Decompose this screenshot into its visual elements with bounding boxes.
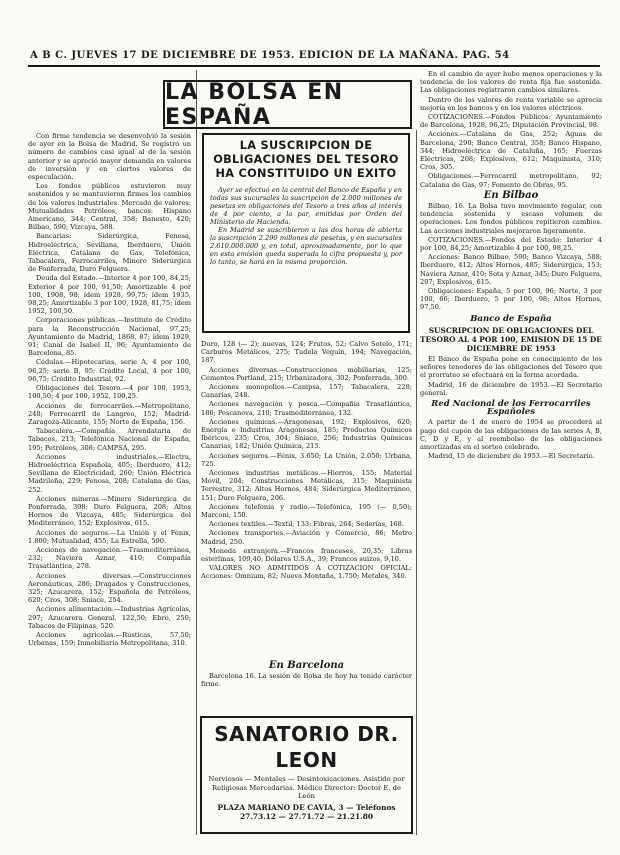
paragraph: Acciones alimentación.—Industrias Agrícolas, 297; Azucarera General, 122,50; Ebro, 250; Tabacos de Filipinas, 520. [28, 605, 191, 630]
paragraph: A partir de 1 de enero de 1954 se procederá al pago del cupón de las obligaciones de las series A, B, C, D y E, y al reembolso de las obligaciones amortizadas en el sorteo celebrado. [420, 418, 602, 451]
section-title: LA BOLSA EN ESPAÑA [165, 79, 344, 130]
paragraph: Acciones diversas.—Construcciones Aeronáuticas, 286; Dragados y Construcciones, 325; Azucarera, 152; Española de Petróleos, 620; Cros, 308; Sniace, 254. [28, 571, 191, 605]
paragraph: Acciones de navegación.—Trasmediterránea, 232; Naviera Aznar, 410; Compañía Trasatlántica, 278. [28, 545, 191, 571]
paragraph: Acciones diversas.—Construcciones mobiliarias, 125; Cementos Portland, 215; Urbanizadora, 302; Ponferrada, 300. [201, 365, 412, 382]
paragraph: Ayer se efectuó en la central del Banco de España y en todas sus sucursales la suscripción de 2.000 millones de pesetas en obligaciones del Tesoro a tres años al interés de 4 por ciento, a la par, emitidas por Orden del Ministerio de Hacienda. [210, 186, 402, 226]
paragraph: Corporaciones públicas.—Instituto de Crédito para la Reconstrucción Nacional, 97,25; Ayuntamiento de Madrid, 1868, 87; ídem 1929, 91; Canal de Isabel II, 96; Ayuntamiento de Barcelona, 85. [28, 316, 191, 358]
section-heading: En Bilbao [483, 189, 539, 201]
paragraph: Acciones transportes.—Aviación y Comercio, 86; Metro Madrid, 250. [201, 529, 412, 546]
column-divider [416, 130, 417, 835]
paragraph: Madrid, 15 de diciembre de 1953.—El Secretario. [428, 452, 595, 461]
column-divider [196, 70, 197, 835]
header-rule [28, 65, 600, 67]
paragraph: Los fondos públicos estuvieron muy sostenidos y se mantuvieron firmes los cambios de los valores industriales. Mercado de valores: Mutualidades Petróleos, bancos: Hispano Americano, 344; Central, 358; Banesto, 420; Bilbao, 590; Vizcaya, 588. [28, 182, 191, 232]
ad-title: SANATORIO DR. LEON [214, 722, 399, 772]
ad-address: PLAZA MARIANO DE CAVIA, 3 — Teléfonos 27.73.12 — 27.71.72 — 21.21.80 [217, 802, 396, 821]
section-title-box [163, 80, 412, 129]
paragraph: Tabacalera.—Compañía Arrendataria de Tabacos, 213; Telefónica Nacional de España, 195; Petróleos, 308; CAMPSA, 295. [28, 427, 191, 452]
paragraph: COTIZACIONES.—Fondos Públicos: Ayuntamiento de Barcelona, 1928, 96,25; Diputación Provincial, 98. [420, 113, 602, 130]
section-subheading: SUSCRIPCION DE OBLIGACIONES DEL TESORO AL 4 POR 100, EMISION DE 15 DE DICIEMBRE DE 1953 [420, 325, 602, 353]
ad-line: Nerviosos — Mentales — Desintoxicaciones. Asistido por Religiosas Mercedarias. Médico Director: Doctor E. de León [208, 775, 405, 801]
suscripcion-body [210, 186, 402, 266]
paragraph: Con firme tendencia se desenvolvió la sesión de ayer en la Bolsa de Madrid. Se registró un número de cambios casi igual al de la sesión anterior y se apreció mayor demanda en valores de inversión y en ciertos valores de especulación. [28, 132, 191, 182]
paragraph: Barcelona 16. La sesión de Bolsa de hoy ha tenido carácter firme. [201, 672, 412, 689]
paragraph: Cédulas.—Hipotecarias, serie A, 4 por 100, 96,25; serie B, 95; Crédito Local, 4 por 100, 96,75; Crédito Industrial, 92. [28, 358, 191, 383]
paragraph: Obligaciones del Tesoro.—4 por 100, 1953, 100,50; 4 por 100, 1952, 100,25. [28, 384, 191, 401]
section-heading: En Barcelona [268, 660, 345, 671]
paragraph: Acciones agrícolas.—Rústicas, 57,50; Urbanas, 159; Inmobiliaria Metropolitana, 310. [28, 630, 191, 648]
suscripcion-headline: LA SUSCRIPCION DE OBLIGACIONES DEL TESORO HA CONSTITUIDO UN EXITO [213, 139, 399, 180]
suscripcion-box [202, 133, 410, 333]
barcelona-section [201, 604, 412, 716]
paragraph: Duro, 128 (— 2); nuevas, 124; Frutos, 52; Calvo Sotelo, 171; Carburos Metálicos, 275; Tudela Veguín, 194; Navegación, 187. [201, 340, 412, 365]
paragraph: Bilbao, 16. La Bolsa tuvo movimiento regular, con tendencia sostenida y escaso volumen de operaciones. Los fondos públicos repitieron cambios. Las acciones industriales mejoraron ligeramente. [420, 202, 602, 235]
section-heading: Banco de España [470, 313, 552, 324]
paragraph: Acciones químicas.—Aragonesas, 192; Explosivos, 620; Energía e Industrias Aragonesas, 185; Productos Químicos Ibéricos, 235; Cros, 304; Sniace, 256; Industrias Químicas Canarias, 182; Unión Química, 215. [201, 417, 412, 451]
column-middle [201, 340, 412, 602]
paragraph: Moneda extranjera.—Francos franceses, 20,35; Libras esterlinas, 109,40; Dólares U.S.A., 39; Francos suizos, 9,10. [201, 546, 412, 564]
paragraph: Acciones: Banco Bilbao, 590; Banco Vizcaya, 588; Iberduero, 412; Altos Hornos, 485; Siderúrgica, 153; Naviera Aznar, 410; Sota y Aznar, 345; Duro Felguera, 207; Explosivos, 615. [420, 253, 602, 286]
paragraph: Acciones industrias metálicas.—Hierros, 155; Material Móvil, 204; Construcciones Metálicas, 315; Maquinista Terrestre, 312; Altos Hornos, 484; Siderúrgica Mediterráneo, 151; Duro Felguera, 206. [201, 469, 412, 502]
paragraph: Acciones de seguros.—La Unión y el Fénix, 1.800; Mutualidad, 455; La Estrella, 590. [28, 528, 191, 545]
section-heading: Red Nacional de los Ferrocarriles Españoles [431, 398, 591, 418]
paragraph: Acciones navegación y pesca.—Compañía Trasatlántica, 186; Pescanova, 210; Trasmediterránea, 132. [201, 400, 412, 417]
paragraph: Dentro de los valores de renta variable se aprecia mejoría en los bancos y en los valores eléctricos. [420, 95, 602, 112]
paragraph: COTIZACIONES.—Fondos del Estado: Interior 4 por 100, 84,25; Amortizable 4 por 100, 98,25. [420, 235, 602, 253]
paragraph: Acciones.—Catalana de Gas, 252; Aguas de Barcelona, 290; Banco Central, 358; Banco Hispano, 344; Hidroeléctrica de Cataluña, 165; Fuerzas Eléctricas, 208; Explosivos, 612; Maquinista, 310; Cros, 305. [420, 130, 602, 172]
ad-text [207, 775, 406, 801]
paragraph: Obligaciones: España, 5 por 100, 96; Norte, 3 por 100, 66; Iberduero, 5 por 100, 98; Altos Hornos, 97,50. [420, 287, 602, 312]
paragraph: El Banco de España pone en conocimiento de los señores tenedores de las obligaciones del Tesoro que el prorrateo se efectuará en la forma acordada. [420, 354, 602, 380]
paragraph: Obligaciones.—Ferrocarril metropolitano, 92; Catalana de Gas, 97; Fomento de Obras, 95. [420, 172, 602, 189]
paragraph: Acciones mineras.—Minero Siderúrgica de Ponferrada, 398; Duro Felguera, 208; Altos Hornos de Vizcaya, 485; Siderúrgica del Mediterráneo, 152; Explosivos, 615. [28, 494, 191, 528]
paragraph: Acciones de ferrocarriles.—Metropolitano, 248; Ferrocarril de Langreo, 152; Madrid-Zaragoza-Alicante, 155; Norte de España, 156. [28, 401, 191, 426]
paragraph: Acciones seguros.—Fénix, 3.650; La Unión, 2.050; Urbana, 725. [201, 451, 412, 468]
paragraph: Madrid, 16 de diciembre de 1953.—El Secretario general. [420, 380, 602, 397]
column-left [28, 70, 191, 835]
paragraph: En el cambio de ayer hubo menos operaciones y la tendencia de los valores de renta fija fue sostenida. Las obligaciones registraron cambios similares. [420, 70, 602, 95]
paragraph: Bancarias: Siderúrgica, Fenosa, Hidroeléctrica, Sevillana, Iberduero, Unión Eléctrica, Catalana de Gas, Telefónica, Tabacalera, Ferrocarriles, Minero Siderúrgica de Ponferrada, Duro Felguera. [28, 232, 191, 274]
paragraph: Acciones textiles.—Textil, 133; Fibras, 264; Sederías, 168. [209, 520, 404, 529]
paragraph: Acciones industriales.—Electra, Hidroeléctrica Española, 405; Iberduero, 412; Sevillana de Electricidad, 260; Unión Eléctrica Madrileña, 229; Fenosa, 208; Catalana de Gas, 252. [28, 452, 191, 494]
paragraph: Acciones telefonía y radio.—Telefónica, 195 (— 0,50); Marconi, 150. [201, 502, 412, 520]
paragraph: En Madrid se suscribieron a las dos horas de abierta la suscripción 2.290 millones de pesetas, y en sucursales 2.610.000.000 y, en total, aproximadamente, por lo que en esta emisión queda superada la cifra propuesta y, por lo tanto, se hará en la misma proporción. [210, 226, 402, 266]
column-right [420, 70, 602, 835]
page-header: A B C. JUEVES 17 DE DICIEMBRE DE 1953. EDICION DE LA MAÑANA. PAG. 54 [30, 50, 510, 61]
paragraph: VALORES NO ADMITIDOS A COTIZACION OFICIAL: Acciones: Omnium, 82; Nueva Montaña, 1.750; Metales, 340. [201, 564, 412, 581]
paragraph: Deuda del Estado.—Interior 4 por 100, 84,25; Exterior 4 por 100, 91,50; Amortizable 4 por 100, 1908, 98; ídem 1928, 99,75; ídem 1935, 98,25; Amortizable 3 por 100, 1928, 81,75; ídem 1952, 100,50. [28, 274, 191, 316]
sanatorio-ad [200, 716, 413, 834]
paragraph: Acciones monopolios.—Campsa, 157; Tabacalera, 228; Canarias, 248. [201, 383, 412, 400]
